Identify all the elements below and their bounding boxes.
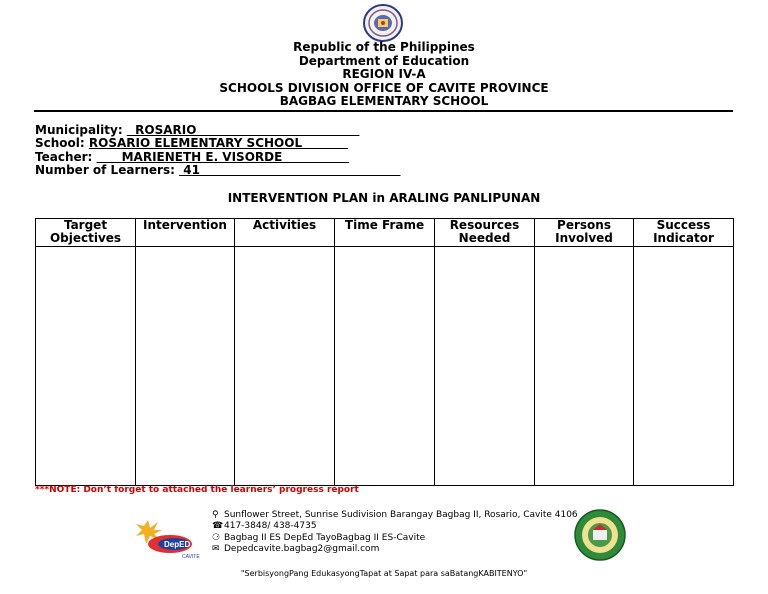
footer-phone: ☎417-3848/ 438-4735: [212, 521, 317, 531]
deped-cavite-logo: [134, 516, 206, 560]
progress-report-note: ***NOTE: Don’t forget to attached the learners’ progress report: [35, 485, 359, 495]
header-region: REGION IV-A: [342, 67, 426, 81]
table-row: [36, 247, 734, 486]
table-cell[interactable]: [136, 247, 235, 486]
column-header-success-indicator: Success Indicator: [634, 219, 734, 247]
header-school: BAGBAG ELEMENTARY SCHOOL: [279, 94, 489, 108]
header-department: Department of Education: [298, 54, 470, 68]
table-header-row: [36, 219, 734, 247]
column-header-intervention: Intervention: [136, 219, 235, 247]
teacher-label: Teacher:: [35, 150, 97, 164]
footer-email: ✉ Depedcavite.bagbag2@gmail.com: [212, 544, 380, 554]
plan-title: INTERVENTION PLAN in ARALING PANLIPUNAN: [227, 191, 541, 205]
intervention-plan-table: [35, 218, 734, 486]
envelope-icon: ✉: [212, 544, 220, 554]
telephone-icon: ☎: [212, 521, 224, 531]
learners-label: Number of Learners:: [35, 163, 180, 177]
municipality-value: ROSARIO: [126, 123, 360, 137]
municipality-label: Municipality:: [35, 123, 127, 137]
column-header-resources-needed: Resources Needed: [435, 219, 535, 247]
svg-text:DepED: DepED: [164, 540, 191, 549]
table-cell[interactable]: [36, 247, 136, 486]
location-pin-icon: ⚲: [212, 510, 219, 520]
footer-address: ⚲ Sunflower Street, Sunrise Sudivision Barangay Bagbag II, Rosario, Cavite 4106: [212, 510, 578, 520]
table-cell[interactable]: [435, 247, 535, 486]
header-republic: Republic of the Philippines: [293, 40, 475, 54]
school-field: [35, 137, 348, 150]
column-header-activities: Activities: [235, 219, 335, 247]
school-value: ROSARIO ELEMENTARY SCHOOL: [88, 136, 349, 150]
globe-icon: ⚆: [212, 533, 221, 543]
footer-tagline: "SerbisyongPang EdukasyongTapat at Sapat para saBatangKABITENYO": [240, 569, 528, 578]
table-cell[interactable]: [535, 247, 634, 486]
deped-seal-logo: [357, 3, 409, 43]
school-label: School:: [35, 136, 89, 150]
teacher-value: MARIENETH E. VISORDE: [96, 150, 350, 164]
footer-facebook: ⚆ Bagbag II ES DepEd TayoBagbag II ES-Cavite: [212, 533, 426, 543]
column-header-persons-involved: Persons Involved: [535, 219, 634, 247]
header-division: SCHOOLS DIVISION OFFICE OF CAVITE PROVINCE: [219, 81, 549, 95]
learners-field: [35, 164, 401, 177]
learners-value: 41: [179, 163, 401, 177]
column-header-target-objectives: Target Objectives: [36, 219, 136, 247]
table-cell[interactable]: [634, 247, 734, 486]
school-seal-logo: [573, 508, 627, 562]
table-cell[interactable]: [235, 247, 335, 486]
header-divider: [34, 110, 733, 112]
svg-text:CAVITE: CAVITE: [182, 554, 200, 560]
table-cell[interactable]: [335, 247, 435, 486]
column-header-time-frame: Time Frame: [335, 219, 435, 247]
